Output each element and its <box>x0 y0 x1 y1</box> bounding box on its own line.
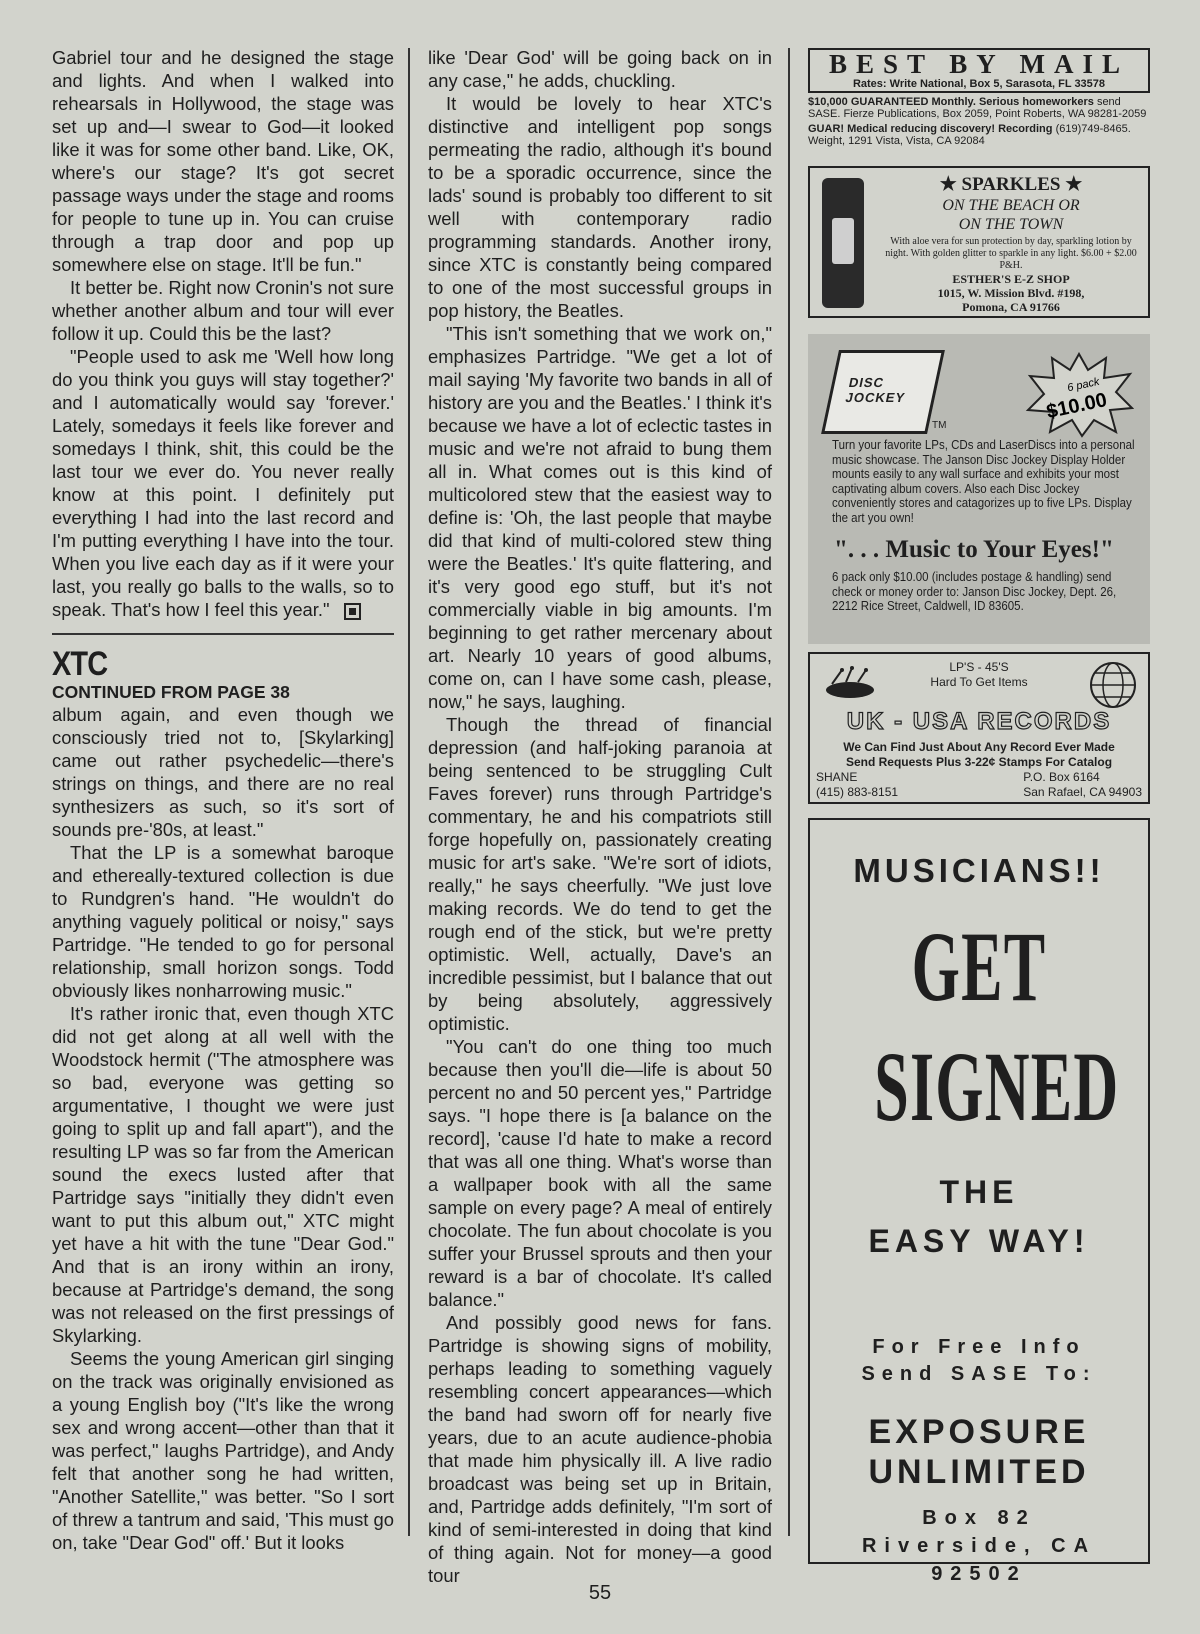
price-label: $10.00 <box>1044 389 1109 424</box>
article-paragraph <box>52 345 394 621</box>
classified-text: send SASE. Fierze Publications, Box 2059, Point Roberts, WA 98281-2059 <box>808 96 1147 120</box>
disc-jockey-description: Turn your favorite LPs, CDs and LaserDiscs into a personal music showcase. The Janson Disc Jockey Display Holder mounts easily to any wall surface and exhibits your most captivating album covers. Also each Disc Jockey conveniently stores and catagorizes up to five LPs. Display the art you own! <box>832 438 1135 525</box>
article-paragraph: Seems the young American girl singing on the track was originally envisioned as a young English boy ("It's like the wrong sex and wrong accent—other than that it was perfect," laughs Partridge), and Andy felt that another song he had written, "Another Satellite," was better. "So I sort of threw a tantrum and said, 'This must go on, take "Dear God" off.' But it looks <box>52 1348 394 1553</box>
best-by-mail-header <box>808 48 1150 93</box>
best-by-mail-ad <box>808 48 1150 164</box>
article-paragraph: That the LP is a somewhat baroque and ethereally-textured collection is due to Rundgren's hand. "He wouldn't do anything vaguely political or noisy," says Partridge. "He tended to go for personal relationship, small horizon songs. Todd obviously likes nonharrowing music." <box>52 842 394 1001</box>
musicians-headline: MUSICIANS!! <box>853 852 1105 889</box>
the-text: THE <box>939 1174 1019 1210</box>
article-paragraph: It would be lovely to hear XTC's distinctive and intelligent pop songs permeating the radio, although it's bound to be a sporadic occurrence, since the lads' sound is probably too different to sit well with contemporary radio programming standards. Another irony, since XTC is constantly being compared to one of the most successful groups in pop history, the Beatles. <box>428 93 772 321</box>
disc-jockey-order-info: 6 pack only $10.00 (includes postage & handling) send check or money order to: Janson Disc Jockey, Dept. 26, 2212 Rice Street, Caldwell, ID 83605. <box>832 570 1117 613</box>
address-box: Box 82 <box>922 1507 1036 1529</box>
uk-usa-city: San Rafael, CA 94903 <box>1023 785 1142 799</box>
uk-usa-slogan: Send Requests Plus 3-22¢ Stamps For Catalog <box>845 755 1113 769</box>
uk-usa-phone: (415) 883-8151 <box>816 785 899 799</box>
column-rule <box>788 48 790 1536</box>
classified-headline: GUAR! Medical reducing discovery! Recording <box>808 123 1053 135</box>
article-paragraph: like 'Dear God' will be going back on in any case," he adds, chuckling. <box>428 47 772 91</box>
article-paragraph: "This isn't something that we work on," emphasizes Partridge. "We get a lot of mail saying 'My favorite two bands in all of history are you and the Beatles.' I think it's because we have a lot of eclectic tastes in music and we're not afraid to bung them all in. What comes out is this kind of multicolored stew that the easiest way to define is: 'Oh, the last people that maybe did that kind of multi-colored stew thing were the Beatles.' It's quite flattering, and it's very good ego stuff, but it's not commercially viable in big amounts. I'm beginning to get rather mercenary about art. Nearly 10 years of good albums, come on, can I have some cash, please, now," he says, laughing. <box>428 323 772 712</box>
sparkles-subtitle: ON THE BEACH OR <box>942 197 1080 214</box>
page-number: 55 <box>588 1582 612 1604</box>
disc-jockey-logo <box>821 350 945 434</box>
article-paragraph: Though the thread of financial depression (and half-joking paranoia at being sentenced to be struggling Cult Faves forever) runs through Partridge's commentary, he and his compatriots still forge hopefully on, passionately creating music for art's sake. "We're sort of idiots, really," he says cheerfully. "We just love making records. We do tend to get the rough end of the stick, but we're pretty optimistic. Well, actually, Dave's an incredible pessimist, but I balance that out by being absolutely, aggressively optimistic. <box>428 714 772 1034</box>
section-title: XTC <box>52 645 108 683</box>
uk-usa-line: Hard To Get Items <box>930 675 1028 689</box>
sparkles-title: ★ SPARKLES ★ <box>939 174 1083 195</box>
lotion-bottle-image <box>822 178 864 308</box>
company-name: EXPOSURE <box>868 1413 1090 1451</box>
get-headline: GET <box>911 911 1047 1022</box>
sparkles-subtitle: ON THE TOWN <box>958 216 1064 233</box>
disc-jockey-ad <box>808 334 1150 644</box>
article-paragraph: album again, and even though we consciously tried not to, [Skylarking] came out rather psychedelic—there's strings on things, and there are no real synthesizers as such, so it's sort of sounds pre-'80s, at least." <box>52 704 394 840</box>
classified-headline: $10,000 GUARANTEED Monthly. Serious homeworkers <box>808 96 1094 108</box>
article-column-1 <box>52 46 394 1554</box>
continued-label: CONTINUED FROM PAGE 38 <box>52 682 290 702</box>
uk-usa-slogan: We Can Find Just About Any Record Ever Made <box>843 740 1115 754</box>
best-by-mail-title: BEST BY MAIL <box>828 49 1130 79</box>
article-paragraph: It's rather ironic that, even though XTC did not get along at all well with the Woodstock hermit ("The atmosphere was so bad, everyone was getting so argumentative, I thought we were just going to split up and fall apart"), and the resulting LP was so far from the American sound the execs lusted after that Partridge says "initially they didn't even want to put this album out," XTC might yet have a hit with the tune "Dear God." And that is an irony within an irony, because at Partridge's demand, the song was not released on the first pressings of Skylarking. <box>52 1003 394 1346</box>
article-paragraph: And possibly good news for fans. Partridge is showing signs of mobility, perhaps leading to something vaguely resembling concert appearances—which the band had sworn off for nearly five years, due to an acute audience-phobia that made him physically ill. A live radio broadcast was being set up in Britain, and, Partridge adds definitely, "I'm sort of kind of semi-interested in doing that kind of thing again. Not for money—a good tour <box>428 1312 772 1586</box>
uk-usa-contact-name: SHANE <box>816 770 858 784</box>
disc-jockey-slogan: ". . . Music to Your Eyes!" <box>834 536 1114 563</box>
uk-usa-line: LP'S - 45'S <box>949 660 1009 674</box>
company-name: UNLIMITED <box>868 1453 1090 1491</box>
classified-listing <box>808 123 1150 147</box>
musicians-ad <box>808 818 1150 1585</box>
price-pack-label: 6 pack <box>1066 375 1101 395</box>
uk-usa-records-ad <box>808 652 1150 804</box>
trademark-mark: TM <box>932 420 947 431</box>
price-starburst <box>1024 352 1134 438</box>
article-paragraph: It better be. Right now Cronin's not sure whether another album and tour will ever follow it up. Could this be the last? <box>52 277 394 344</box>
address-city: Riverside, CA <box>861 1535 1097 1557</box>
article-paragraph-text: "People used to ask me 'Well how long do you think you guys will stay together?' and I automatically would say 'forever.' Lately, somedays it feels like forever and somedays I think, shit, this could be the last tour we ever do. You never really know at this point. I definitely put everything I had into the last record and I'm putting everything I have into the tour. When you live each day as if it were your last, you really go balls to the walls, so to speak. That's how I feel this year." <box>52 346 394 620</box>
classified-text: (619)749-8465. Weight, 1291 Vista, Vista, CA 92084 <box>808 123 1131 147</box>
disc-jockey-logo-text: DISC JOCKEY <box>844 375 907 405</box>
starburst-icon <box>1024 352 1134 438</box>
signed-headline: SIGNED <box>874 1031 1120 1142</box>
classified-listing <box>808 96 1150 120</box>
free-info-text: For Free Info <box>872 1336 1086 1358</box>
sparkles-address: Pomona, CA 91766 <box>962 300 1060 314</box>
uk-usa-name: UK - USA RECORDS <box>846 708 1112 735</box>
column-rule <box>408 48 410 1536</box>
uk-usa-po-box: P.O. Box 6164 <box>1023 770 1100 784</box>
end-of-article-icon <box>344 603 361 620</box>
sparkles-ad <box>808 166 1150 318</box>
sparkles-address: 1015, W. Mission Blvd. #198, <box>937 286 1085 300</box>
section-divider <box>52 633 394 635</box>
easy-way-text: EASY WAY! <box>868 1223 1090 1259</box>
send-sase-text: Send SASE To: <box>861 1363 1097 1385</box>
article-paragraph: "You can't do one thing too much because then you'll die—life is about 50 percent no and 50 percent yes," Partridge says. "I hope there is [a balance on the record], 'cause I'd hate to make a record that was all one thing. What's worse than a wallpaper book with all the same sample on every page? A meal of entirely chocolate. The fun about chocolate is you suffer your Brussel sprouts and then your reward is a bar of chocolate. It's called balance." <box>428 1036 772 1310</box>
article-paragraph: Gabriel tour and he designed the stage and lights. And when I walked into rehearsals in Hollywood, the stage was set up and—I swear to God—it looked like it was for some other band. Like, OK, where's our stage? It's got secret passage ways under the stage and rooms for people to tune up in. You can cruise through a trap door and pop up somewhere else on stage. It'll be fun." <box>52 47 394 275</box>
article-column-2 <box>428 46 772 1587</box>
sparkles-shop: ESTHER'S E-Z SHOP <box>952 272 1070 286</box>
address-zip: 92502 <box>931 1563 1027 1585</box>
best-by-mail-rates: Rates: Write National, Box 5, Sarasota, FL 33578 <box>852 78 1106 90</box>
sparkles-body: With aloe vera for sun protection by day, sparkling lotion by night. With golden glitter to sparkle in any light. $6.00 + $2.00 P&H. <box>885 236 1137 271</box>
